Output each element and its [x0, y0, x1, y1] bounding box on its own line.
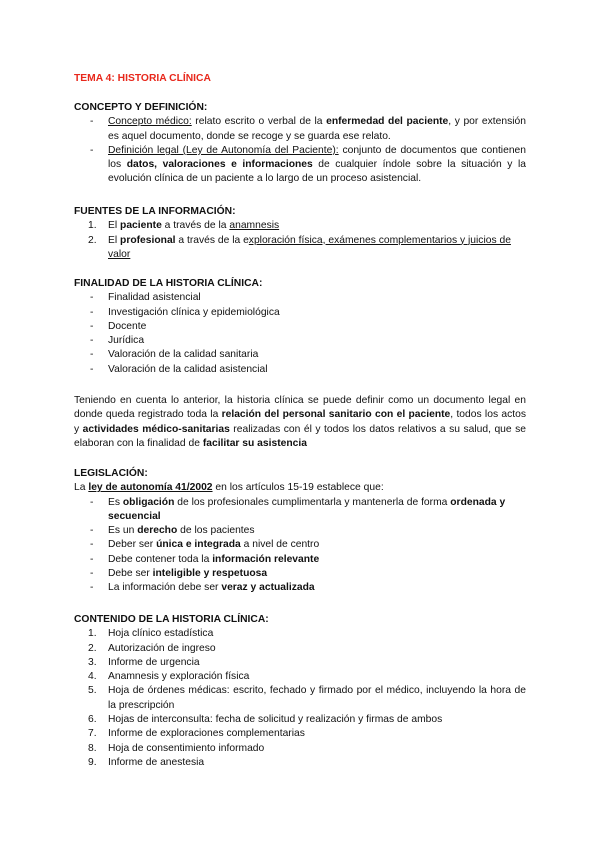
list-item-text: Anamnesis y exploración física	[108, 671, 250, 683]
bullet-dash: -	[90, 306, 94, 318]
text-run: Es	[108, 496, 123, 508]
term-underlined: Definición legal (Ley de Autonomía del Paciente):	[108, 144, 339, 156]
list-item	[74, 348, 526, 362]
section-heading: FUENTES DE LA INFORMACIÓN:	[74, 206, 236, 217]
list-item-text: Hojas de interconsulta: fecha de solicitud y realización y firmas de ambos	[108, 714, 443, 726]
legislation-intro	[74, 481, 526, 495]
bullet-dash: -	[90, 363, 94, 375]
bullet-dash: -	[90, 553, 94, 565]
list-item	[74, 320, 526, 334]
bold-term: datos, valoraciones e informaciones	[126, 159, 313, 171]
section-heading: CONCEPTO Y DEFINICIÓN:	[74, 102, 208, 113]
list-item	[74, 581, 526, 595]
list-item-text: Finalidad asistencial	[108, 292, 201, 304]
bold-term: única e integrada	[156, 539, 241, 551]
content-list	[74, 627, 526, 770]
text-run: a nivel de centro	[240, 539, 320, 551]
definition-paragraph	[74, 394, 526, 451]
text-run: Es un	[108, 525, 138, 537]
list-item-text: Informe de anestesia	[108, 756, 205, 768]
purpose-list	[74, 291, 526, 377]
section-heading: CONTENIDO DE LA HISTORIA CLÍNICA:	[74, 614, 269, 625]
sources-list	[74, 219, 526, 262]
list-item	[74, 538, 526, 552]
list-item-text: Informe de urgencia	[108, 656, 200, 668]
term-underlined: Concepto médico:	[108, 116, 192, 128]
bullet-dash: -	[90, 568, 94, 580]
text-run: El	[108, 234, 121, 246]
legislation-list	[74, 496, 526, 596]
text-run: en los artículos 15-19 establece que:	[212, 482, 384, 494]
list-number: 6.	[88, 714, 97, 726]
text-run: a través de la	[161, 220, 230, 232]
list-item-text: Hoja de consentimiento informado	[108, 742, 265, 754]
text-run: de cualquier índole sobre la situación y la evolución clínica de un paciente a lo largo de un proceso asistencial.	[108, 159, 526, 185]
text-run: Deber ser	[108, 539, 157, 551]
list-item-text: Investigación clínica y epidemiológica	[108, 306, 280, 318]
list-item	[74, 656, 526, 670]
definition-list	[74, 115, 526, 186]
list-number: 5.	[88, 685, 97, 697]
list-item-text: Docente	[108, 320, 147, 332]
text-run: de los profesionales cumplimentarla y mantenerla de forma	[174, 496, 451, 508]
list-item	[74, 496, 526, 525]
page-title: TEMA 4: HISTORIA CLÍNICA	[74, 73, 211, 84]
list-item	[74, 363, 526, 377]
bullet-dash: -	[90, 292, 94, 304]
law-reference: ley de autonomía 41/2002	[88, 482, 213, 494]
section-legislacion	[74, 467, 526, 596]
bullet-dash: -	[90, 349, 94, 361]
text-run: de los pacientes	[177, 525, 255, 537]
bold-term: enfermedad del paciente	[326, 116, 449, 128]
list-item	[74, 334, 526, 348]
section-finalidad	[74, 277, 526, 377]
text-run: Debe ser	[108, 568, 153, 580]
term-underlined: anamnesis	[229, 220, 280, 232]
list-item-text: Hoja de órdenes médicas: escrito, fechado y firmado por el médico, incluyendo la hora de la prescripción	[108, 685, 526, 711]
text-run: , y por extensión es aquel documento, donde se recoge y se guarda ese relato.	[108, 116, 526, 142]
list-item	[74, 291, 526, 305]
bullet-dash: -	[90, 496, 94, 508]
list-item-text: Informe de exploraciones complementarias	[108, 728, 305, 740]
bullet-dash: -	[90, 539, 94, 551]
list-item	[74, 627, 526, 641]
bullet-dash: -	[90, 525, 94, 537]
text-run: realizadas con él y todos los datos relativos a su salud, que se elaboran con la finalidad de	[74, 423, 527, 449]
list-number: 1.	[88, 628, 97, 640]
list-item	[74, 670, 526, 684]
text-run: Teniendo en cuenta lo anterior, la historia clínica se puede definir como un documento legal en donde queda registrado toda la	[74, 395, 526, 421]
list-item	[74, 742, 526, 756]
bold-term: actividades médico-sanitarias	[82, 423, 230, 435]
text-run: El	[108, 220, 121, 232]
list-item	[74, 567, 526, 581]
section-concepto	[74, 101, 526, 187]
list-item	[74, 553, 526, 567]
list-number: 4.	[88, 671, 97, 683]
list-number: 2.	[88, 234, 97, 246]
text-run: , todos los actos y	[74, 409, 526, 435]
list-number: 1.	[88, 220, 97, 232]
section-contenido	[74, 613, 526, 770]
bold-term: inteligible y respetuosa	[152, 568, 268, 580]
bold-term: relación del personal sanitario con el paciente	[221, 409, 451, 421]
list-item	[74, 684, 526, 713]
text-run: a través de la e	[175, 234, 249, 246]
list-item-text: Hoja clínico estadística	[108, 628, 214, 640]
section-heading: LEGISLACIÓN:	[74, 468, 148, 479]
text-run: La información debe ser	[108, 582, 222, 594]
bold-term: obligación	[122, 496, 175, 508]
list-number: 9.	[88, 756, 97, 768]
bold-term: paciente	[120, 220, 162, 232]
text-run: conjunto de documentos que contienen los	[108, 144, 526, 171]
bullet-dash: -	[90, 320, 94, 332]
list-number: 8.	[88, 742, 97, 754]
list-item	[74, 234, 526, 263]
list-item	[74, 144, 526, 187]
bullet-dash: -	[90, 582, 94, 594]
section-heading: FINALIDAD DE LA HISTORIA CLÍNICA:	[74, 278, 263, 289]
list-item	[74, 306, 526, 320]
list-item	[74, 524, 526, 538]
list-item	[74, 713, 526, 727]
bold-term: derecho	[137, 525, 178, 537]
list-item	[74, 642, 526, 656]
bullet-dash: -	[90, 144, 94, 156]
section-fuentes	[74, 205, 526, 262]
list-item-text: Valoración de la calidad asistencial	[108, 363, 268, 375]
bold-term: facilitar su asistencia	[202, 437, 307, 449]
list-item	[74, 115, 526, 144]
bold-term: información relevante	[212, 553, 320, 565]
bullet-dash: -	[90, 335, 94, 347]
list-item	[74, 727, 526, 741]
list-item-text: Valoración de la calidad sanitaria	[108, 349, 259, 361]
text-run: La	[74, 482, 89, 494]
list-item	[74, 756, 526, 770]
list-item	[74, 219, 526, 233]
list-number: 2.	[88, 642, 97, 654]
text-run: Debe contener toda la	[108, 553, 213, 565]
bold-term: profesional	[120, 234, 176, 246]
bold-term: veraz y actualizada	[221, 582, 315, 594]
list-item-text: Jurídica	[108, 335, 145, 347]
bullet-dash: -	[90, 116, 94, 128]
term-underlined: xploración física, exámenes complementarios y juicios de valor	[108, 234, 511, 260]
list-number: 7.	[88, 728, 97, 740]
bold-term: ordenada y secuencial	[108, 496, 506, 522]
list-number: 3.	[88, 656, 97, 668]
text-run: relato escrito o verbal de la	[191, 116, 327, 128]
list-item-text: Autorización de ingreso	[108, 642, 216, 654]
